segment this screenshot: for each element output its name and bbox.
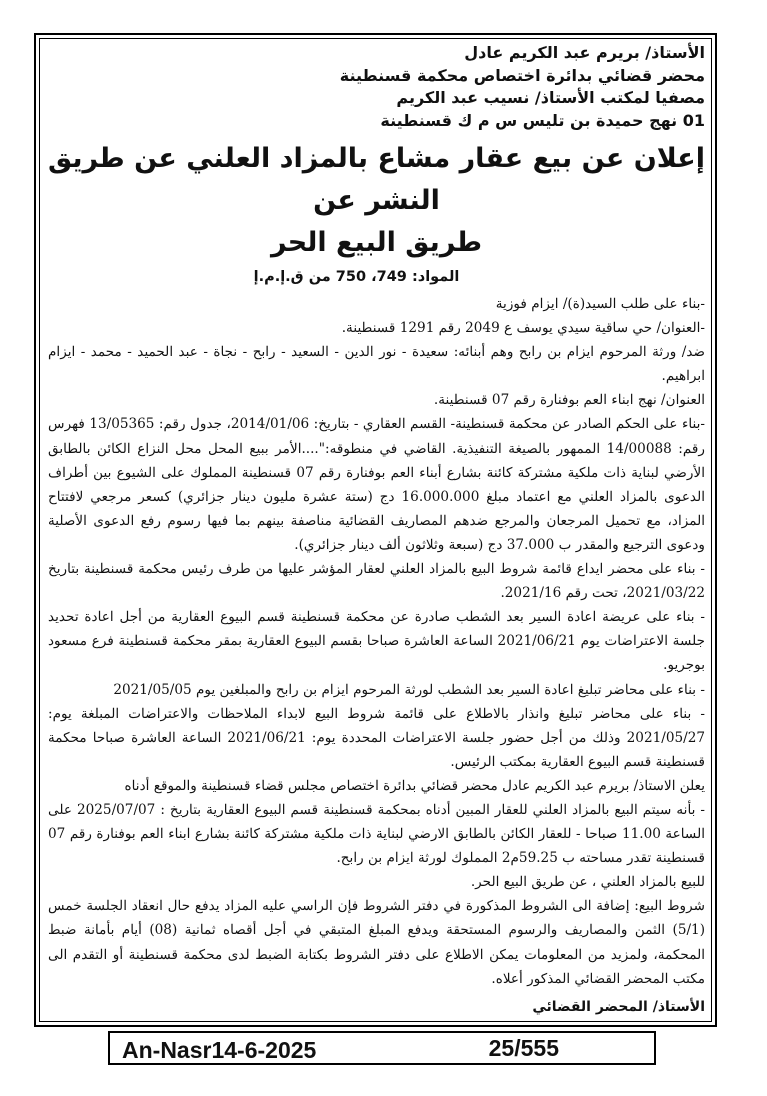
- legal-articles: المواد: 749، 750 من ق.إ.م.إ: [253, 269, 460, 285]
- paragraph-sale-details: - بأنه سيتم البيع بالمزاد العلني للعقار المبين أدناه بمحكمة قسنطينة قسم البيوع العقارية بتاريخ : 2025/07/07 على الساعة 11.00 صباحا - للعقار الكائن بالطابق الارضي لبناية ذات ملكية مشتركة كائنة بشارع ابناء العم بوفنارة رقم 07 قسنطينة تقدر مساحته ب 59.25م2 المملوك لورثة ايزام بن رابح.: [48, 801, 705, 867]
- paragraph-petitioner-address: -العنوان/ حي ساقية سيدي يوسف ع 2049 رقم 1291 قسنطينة.: [341, 320, 705, 337]
- notice-title-line1: إعلان عن بيع عقار مشاع بالمزاد العلني عن طريق النشر عن: [48, 143, 705, 216]
- notice-number: 25/555: [488, 1035, 559, 1061]
- paragraph-petitioner: -بناء على طلب السيد(ة)/ ايزام فوزية: [495, 296, 705, 312]
- paragraph-judgment: -بناء على الحكم الصادر عن محكمة قسنطينة- القسم العقاري - بتاريخ: 2014/01/06، جدول رقم: 13/05365 فهرس رقم: 14/00088 الممهور بالصيغة التنفيذية. القاضي في منطوقه:"....الأمر ببيع المحل محل النزاع الكائن بالطابق الأرضي لبناية ذات ملكية مشتركة كائنة بشارع أبناء العم بوفنارة رقم 07 قسنطينة المملوك على الشيوع بين أطراف الدعوى بالمزاد العلني مع اعتماد مبلغ 16.000.000 دج (ستة عشرة مليون دينار جزائري) كسعر مرجعي لافتتاح المزاد، مع تحميل المرجعان والمرجع ضدهم المصاريف القضائية مناصفة بينهم بما فيها رسوم رفع الدعوى الأصلية ودعوى الترجيع والمقدر ب 37.000 دج (سبعة وثلاثون ألف دينار جزائري).: [48, 416, 705, 553]
- paragraph-defendants: ضد/ ورثة المرحوم ايزام بن رابح وهم أبنائه: سعيدة - نور الدين - السعيد - رابح - نجاة - عبد الحميد - محمد - ايزام ابراهيم.: [48, 344, 705, 385]
- bailiff-address: 01 نهج حميدة بن تليس س م ك قسنطينة: [380, 110, 705, 130]
- paragraph-objection-notices: - بناء على محاضر تبليغ وانذار بالاطلاع على قائمة شروط البيع لابداء الملاحظات والاعتراضات المبلغة يوم: 2021/05/27 وذلك من أجل حضور جلسة الاعتراضات المحددة يوم: 2021/06/21 الساعة العاشرة صباحا محكمة قسنطينة قسم البيوع العقارية بمكتب الرئيس.: [48, 705, 705, 770]
- paragraph-sale-conditions: شروط البيع: إضافة الى الشروط المذكورة في دفتر الشروط فإن الراسي عليه المزاد يدفع حال انعقاد الجلسة خمس (5/1) الثمن والمصاريف والرسوم المستحقة ويدفع المبلغ المتبقي في أجل أقصاه ثمانية (08) أيام بأمانة ضبط المحكمة، ولمزيد من المعلومات يمكن الاطلاع على دفتر الشروط بكتابة الضبط لدى محكمة قسنطينة أو التقدم الى مكتب المحضر القضائي المذكور أعلاه.: [48, 898, 706, 987]
- paragraph-resumption-notices: - بناء على محاضر تبليغ اعادة السير بعد الشطب لورثة المرحوم ايزام بن رابح والمبلغين يوم 2021/05/05: [113, 681, 705, 698]
- paragraph-announcement: يعلن الاستاذ/ بريرم عبد الكريم عادل محضر قضائي بدائرة اختصاص مجلس قضاء قسنطينة والموقع أدناه: [124, 777, 705, 794]
- signature: الأستاذ/ المحضر القضائي: [532, 998, 705, 1015]
- paragraph-resumption-petition: - بناء على عريضة اعادة السير بعد الشطب صادرة عن محكمة قسنطينة قسم البيوع العقارية من أجل اعادة تحديد جلسة الاعتراضات يوم 2021/06/21 الساعة العاشرة صباحا بقسم البيوع العقارية بمقر محكمة قسنطينة فرع مسعود بوجريو.: [48, 609, 705, 674]
- publication-reference: An-Nasr14-6-2025: [122, 1037, 317, 1063]
- notice-title-line2: طريق البيع الحر: [270, 227, 483, 258]
- bailiff-jurisdiction: محضر قضائي بدائرة اختصاص محكمة قسنطينة: [339, 65, 705, 85]
- bailiff-liquidator: مصفيا لمكتب الأستاذ/ نسيب عبد الكريم: [396, 88, 705, 107]
- paragraph-sale-method: للبيع بالمزاد العلني ، عن طريق البيع الحر.: [470, 874, 705, 891]
- notice-body: [48, 292, 705, 991]
- notice-content: [48, 42, 705, 1015]
- publication-footer: [108, 1031, 656, 1065]
- notice-title: [48, 138, 705, 264]
- paragraph-defendants-address: العنوان/ نهج ابناء العم بوفنارة رقم 07 قسنطينة.: [433, 392, 705, 409]
- paragraph-conditions-deposit: - بناء على محضر ايداع قائمة شروط البيع بالمزاد العلني لعقار المؤشر عليها من طرف رئيس محكمة قسنطينة بتاريخ 2021/03/22، تحت رقم 2021/16.: [48, 561, 705, 602]
- bailiff-name: الأستاذ/ بريرم عبد الكريم عادل: [464, 43, 705, 62]
